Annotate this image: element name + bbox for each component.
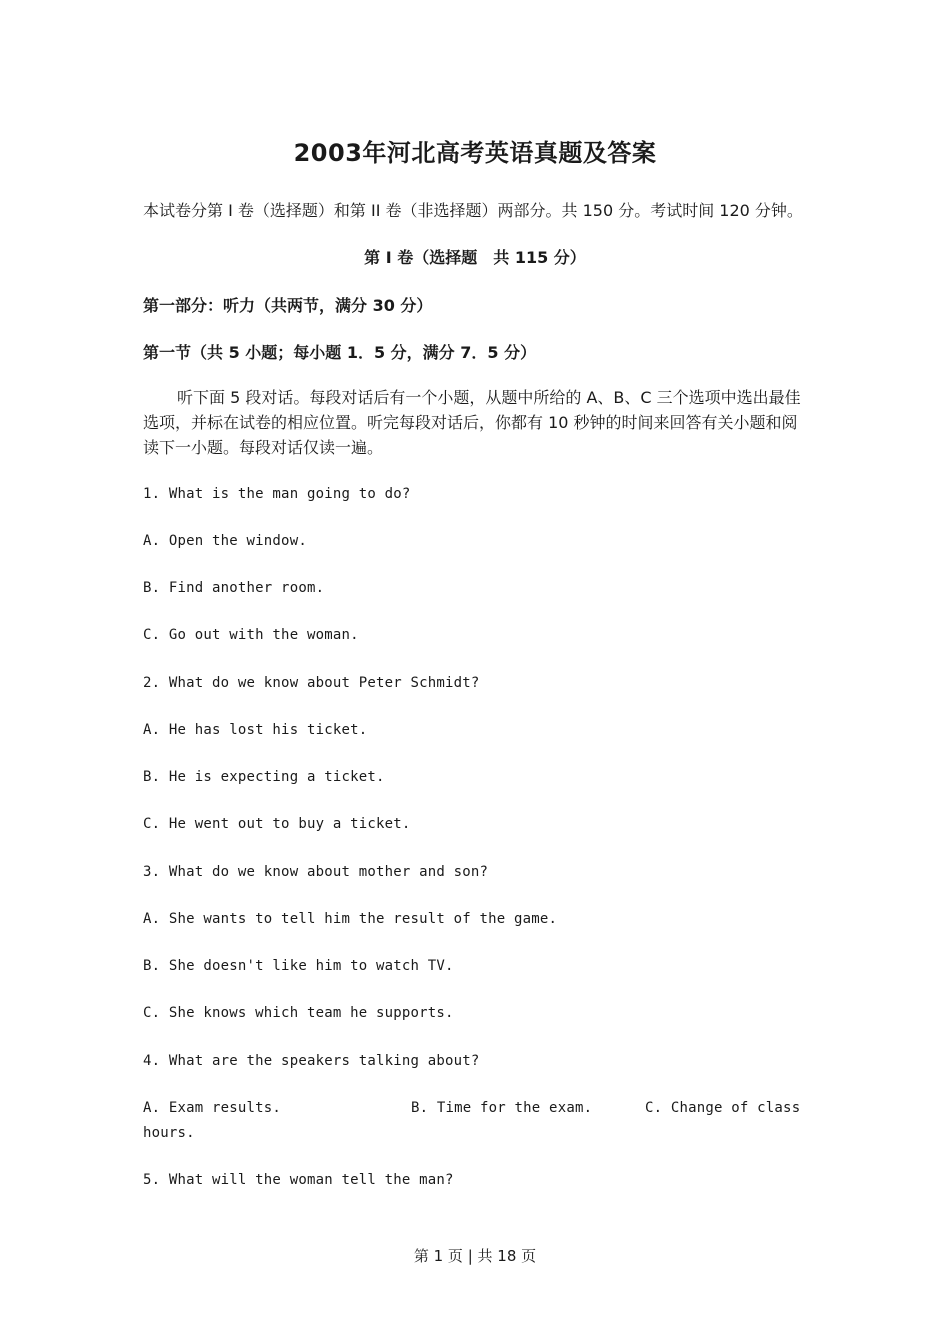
question-option: C. She knows which team he supports. [143,1005,454,1021]
exam-intro: 本试卷分第 I 卷（选择题）和第 II 卷（非选择题）两部分。共 150 分。考试时间 120 分钟。 [143,201,803,220]
section-heading: 第一节（共 5 小题；每小题 1．5 分，满分 7．5 分） [143,343,537,362]
question-stem: 2. What do we know about Peter Schmidt? [143,675,480,691]
question-option: A. Open the window. [143,533,307,549]
document-title: 2003年河北高考英语真题及答案 [293,139,657,167]
question-option: B. Time for the exam. [411,1100,593,1116]
question-option: C. Change of class [645,1100,801,1116]
part-heading: 第一部分：听力（共两节，满分 30 分） [143,296,433,315]
question-option: B. Find another room. [143,580,325,596]
question-option: A. She wants to tell him the result of the game. [143,911,558,927]
question-option: C. Go out with the woman. [143,627,359,643]
question-option-continuation: hours. [143,1125,195,1141]
volume-heading: 第 I 卷（选择题 共 115 分） [364,248,586,267]
question-option: A. Exam results. [143,1100,282,1116]
question-stem: 3. What do we know about mother and son? [143,864,489,880]
page-footer: 第 1 页 | 共 18 页 [413,1247,537,1265]
question-option: B. He is expecting a ticket. [143,769,385,785]
question-stem: 1. What is the man going to do? [143,486,411,502]
question-option: B. She doesn't like him to watch TV. [143,958,454,974]
listening-instructions: 听下面 5 段对话。每段对话后有一个小题，从题中所给的 A、B、C 三个选项中选出最佳选项，并标在试卷的相应位置。听完每段对话后，你都有 10 秒钟的时间来回答有关小题和阅读下一小题。每段对话仅读一遍。 [143,388,801,457]
question-option: A. He has lost his ticket. [143,722,368,738]
question-stem: 5. What will the woman tell the man? [143,1172,454,1188]
question-stem: 4. What are the speakers talking about? [143,1053,480,1069]
question-options-row [143,1100,808,1120]
question-option: C. He went out to buy a ticket. [143,816,411,832]
